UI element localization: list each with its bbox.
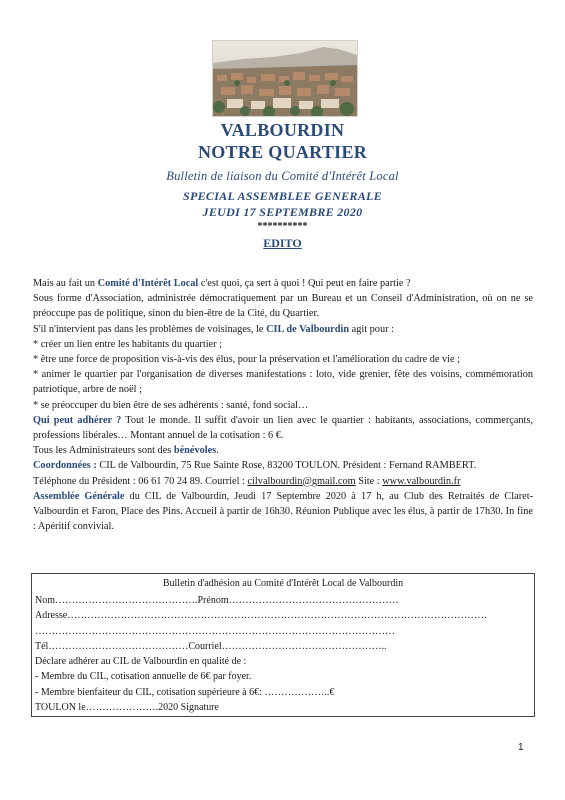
form-fields	[35, 593, 531, 715]
text: CIL de Valbourdin, 75 Rue Sainte Rose, 83200 TOULON. Président : Fernand RAMBERT.	[96, 460, 477, 472]
bullet-item: * être une force de proposition vis-à-vis des élus, pour la préservation et l'amélioration du cadre de vie ;	[33, 354, 461, 366]
header-photo	[212, 40, 358, 117]
who-can-join-label: Qui peut adhérer ?	[33, 414, 122, 426]
name-field-line[interactable]: Nom…………………………………….Prénom……………………………………………	[35, 595, 399, 606]
date-signature-line[interactable]: TOULON le………………….2020 Signature	[35, 702, 219, 714]
text: Téléphone du Président : 06 61 70 24 89. Courriel :	[33, 475, 248, 487]
cil-term: Comité d'Intérêt Local	[97, 278, 199, 289]
address-field-line[interactable]: Adresse………………………………………………………………………………………………………………	[35, 610, 488, 622]
text: .	[216, 445, 219, 457]
text: c'est quoi, ça sert à quoi ! Qui peut en faire partie ?	[198, 278, 411, 289]
general-assembly-label: Assemblée Générale	[33, 490, 125, 502]
membership-form	[31, 573, 535, 717]
text: agit pour :	[349, 323, 394, 335]
town-landscape-image	[213, 41, 357, 116]
paragraph-contacts	[33, 458, 533, 473]
text: S'il n'intervient pas dans les problèmes de voisinages, le	[33, 323, 267, 335]
declaration-text: Déclare adhérer au CIL de Valbourdin en qualité de :	[35, 656, 247, 668]
paragraph-mission	[33, 322, 533, 337]
volunteers-term: bénévoles	[173, 445, 217, 457]
option-benefactor[interactable]: - Membre bienfaiteur du CIL, cotisation supérieure à 6€: ………………..€	[35, 686, 335, 698]
title-notre-quartier: NOTRE QUARTIER	[197, 142, 368, 162]
option-member: - Membre du CIL, cotisation annuelle de 6€ par foyer.	[35, 671, 252, 683]
paragraph-intro	[33, 276, 533, 291]
edito-body	[33, 276, 533, 534]
bullet-item: * se préoccuper du bien être de ses adhérents : santé, fond social…	[33, 399, 309, 411]
cil-name: CIL de Valbourdin	[266, 323, 350, 335]
paragraph-association: Sous forme d'Association, administrée démocratiquement par un Bureau et un Conseil d'Administration, où on ne se préoccupe pas de politique, sinon du bien-être de la Cité, du Quartier.	[33, 293, 533, 320]
subtitle: Bulletin de liaison du Comité d'Intérêt Local	[166, 169, 399, 183]
email-link[interactable]: cilvalbourdin@gmail.com	[247, 475, 356, 487]
edito-heading: EDITO	[263, 236, 302, 250]
contacts-label: Coordonnées :	[33, 460, 97, 472]
text: Tout le monde. Il suffit d'avoir un lien avec le quartier : habitants, associations, commerçants, professions libérales… Montant annuel de la cotisation : 6 €.	[33, 414, 533, 442]
stars-divider: **********	[257, 221, 308, 232]
address-continued-line[interactable]: ………………………………………………………………………………………………	[35, 625, 395, 637]
text: Tous les Administrateurs sont des	[33, 445, 174, 457]
bullet-item: * animer le quartier par l'organisation de diverses manifestations : loto, vide grenier, fête des voisins, commémoration patriotique, arbre de noël ;	[33, 369, 533, 396]
text: Mais au fait un	[33, 278, 98, 289]
special-heading: SPECIAL ASSEMBLEE GENERALE	[183, 189, 382, 203]
paragraph-phone	[33, 474, 533, 489]
website-link[interactable]: www.valbourdin.fr	[382, 475, 461, 487]
form-title: Bulletin d'adhésion au Comité d'Intérêt Local de Valbourdin	[162, 578, 404, 589]
text: Site :	[355, 475, 383, 487]
date-heading: JEUDI 17 SEPTEMBRE 2020	[202, 205, 363, 219]
paragraph-volunteers	[33, 443, 533, 458]
paragraph-general-assembly	[33, 489, 533, 535]
paragraph-who-can-join	[33, 413, 533, 443]
page-number: 1	[518, 742, 524, 753]
text: du CIL de Valbourdin, Jeudi 17 Septembre 2020 à 17 h, au Club des Retraités de Claret-Valbourdin et Faron, Place des Pins. Accueil à partir de 16h30. Réunion Publique avec les élus, à partir de 17h30. In fine : Apéritif convivial.	[33, 490, 533, 533]
phone-email-field-line[interactable]: Tél……………………………………Courriel…………………………………………..	[35, 640, 387, 652]
bullet-item: * créer un lien entre les habitants du quartier ;	[33, 338, 222, 350]
title-valbourdin: VALBOURDIN	[220, 120, 345, 140]
